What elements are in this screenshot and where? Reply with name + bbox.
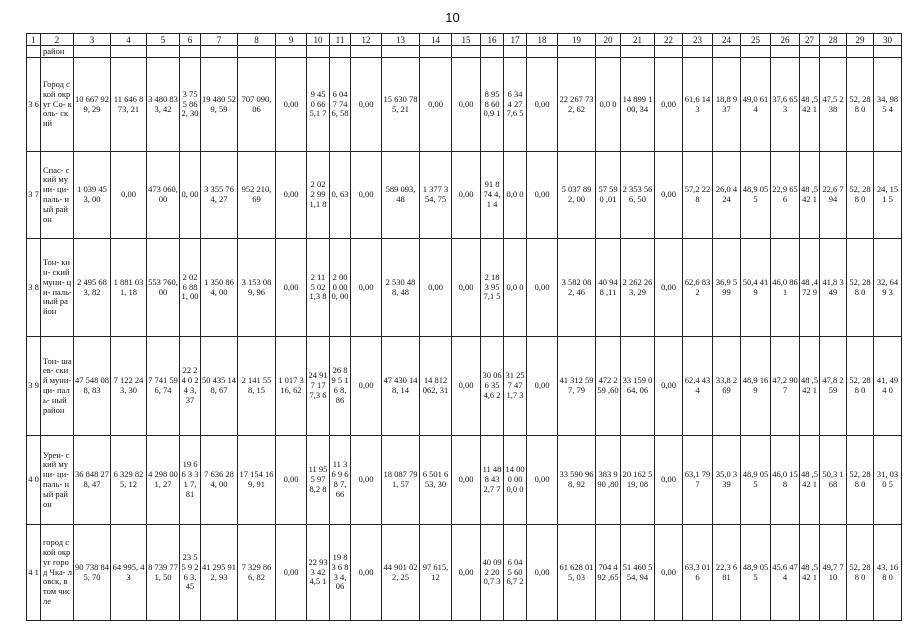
table-cell: 0,00 — [655, 239, 683, 337]
column-number-row — [27, 34, 902, 46]
table-cell: 61 628 015, 03 — [558, 525, 596, 621]
table-cell: 0,00 — [420, 58, 452, 152]
table-cell: 19 83 6 83 4, 06 — [330, 525, 351, 621]
table-cell: 6 329 825, 12 — [111, 436, 147, 525]
table-cell: 37,6 653 — [771, 58, 800, 152]
table-cell: 22 24 0 24 3, 37 — [180, 337, 201, 436]
table-cell: 1 017 316, 62 — [276, 337, 307, 436]
table-cell: 41, 494 0 — [874, 337, 902, 436]
table-cell — [874, 46, 902, 58]
budget-table — [26, 33, 902, 621]
table-cell — [382, 46, 420, 58]
table-cell: 52, 288 0 — [847, 525, 874, 621]
table-cell: 47 430 148, 14 — [382, 337, 420, 436]
column-number: 17 — [504, 34, 527, 46]
table-cell: 0,00 — [655, 58, 683, 152]
table-cell: 0,00 — [527, 337, 558, 436]
table-cell: 3 75 5 86 2, 30 — [180, 58, 201, 152]
table-cell: 20 162 519, 08 — [621, 436, 655, 525]
column-number: 23 — [683, 34, 713, 46]
table-row — [27, 239, 902, 337]
page-number: 10 — [445, 10, 460, 25]
table-cell: 11 36 9 68 7, 66 — [330, 436, 351, 525]
table-cell: 2 18 3 95 7,1 5 — [481, 239, 504, 337]
table-cell: 7 329 866, 82 — [238, 525, 276, 621]
table-cell: 33,8 269 — [713, 337, 741, 436]
table-cell — [683, 46, 713, 58]
table-cell: 3 355 764, 27 — [201, 152, 238, 239]
table-cell: 33 159 064, 06 — [621, 337, 655, 436]
table-cell: 2 11 5 02 1,3 8 — [307, 239, 330, 337]
table-cell — [307, 46, 330, 58]
column-number: 8 — [238, 34, 276, 46]
table-cell: 0,0 0 — [504, 239, 527, 337]
table-cell: 48 ,4 72 9 — [800, 239, 820, 337]
table-cell — [655, 46, 683, 58]
table-cell — [800, 46, 820, 58]
district-name: Город ской округ Со- коль- ский — [41, 58, 74, 152]
table-cell: 48,9 055 — [741, 152, 771, 239]
district-name: Урен- ский муни- ци- паль- ный район — [41, 436, 74, 525]
table-row — [27, 525, 902, 621]
table-cell: 0,00 — [452, 239, 481, 337]
table-cell: 0,00 — [655, 337, 683, 436]
table-cell: 1 881 031, 18 — [111, 239, 147, 337]
table-cell — [330, 46, 351, 58]
table-cell: 1 377 354, 75 — [420, 152, 452, 239]
table-cell — [276, 46, 307, 58]
table-cell — [771, 46, 800, 58]
table-cell: 0,00 — [351, 239, 382, 337]
column-number: 20 — [596, 34, 621, 46]
table-cell: 0,00 — [276, 152, 307, 239]
column-number: 27 — [800, 34, 820, 46]
table-row — [27, 58, 902, 152]
table-cell — [238, 46, 276, 58]
column-number: 1 — [27, 34, 41, 46]
district-name: Спас- ский муни- ци- паль- ный район — [41, 152, 74, 239]
column-number: 21 — [621, 34, 655, 46]
table-cell — [847, 46, 874, 58]
table-cell: 52, 288 0 — [847, 337, 874, 436]
column-number: 6 — [180, 34, 201, 46]
table-cell: 62,4 434 — [683, 337, 713, 436]
table-cell: 0,00 — [527, 58, 558, 152]
table-cell: 18 087 791, 57 — [382, 436, 420, 525]
table-cell: 63,3 016 — [683, 525, 713, 621]
column-number: 16 — [481, 34, 504, 46]
table-cell: 2 02 6 88 1, 00 — [180, 239, 201, 337]
table-cell: 7 636 284, 00 — [201, 436, 238, 525]
table-cell: 22,6 794 — [820, 152, 847, 239]
table-cell: 0,00 — [452, 436, 481, 525]
continuation-label: район — [41, 46, 74, 58]
table-cell: 473 060, 00 — [147, 152, 180, 239]
table-cell: 48 ,5 42 1 — [800, 152, 820, 239]
table-cell: 26,0 424 — [713, 152, 741, 239]
table-cell: 1 350 864, 00 — [201, 239, 238, 337]
table-row — [27, 436, 902, 525]
column-number: 7 — [201, 34, 238, 46]
row-number: 3 7 — [27, 152, 41, 239]
table-cell: 14 00 0 00 0,0 0 — [504, 436, 527, 525]
table-cell: 32, 649 3 — [874, 239, 902, 337]
continuation-row — [27, 46, 902, 58]
table-cell: 0,00 — [276, 239, 307, 337]
table-cell: 50,3 168 — [820, 436, 847, 525]
table-cell: 3 480 833, 42 — [147, 58, 180, 152]
district-name: Тон- кин- ский муни- ци- паль- ный район — [41, 239, 74, 337]
column-number: 25 — [741, 34, 771, 46]
table-cell: 41 295 912, 93 — [201, 525, 238, 621]
table-cell — [27, 46, 41, 58]
column-number: 26 — [771, 34, 800, 46]
table-cell: 0,00 — [655, 525, 683, 621]
table-cell: 3 153 089, 96 — [238, 239, 276, 337]
table-cell: 0,00 — [276, 525, 307, 621]
table-cell: 0,00 — [420, 239, 452, 337]
table-cell — [621, 46, 655, 58]
column-number: 30 — [874, 34, 902, 46]
table-cell: 33 590 968, 92 — [558, 436, 596, 525]
table-cell: 31, 030 5 — [874, 436, 902, 525]
table-cell — [74, 46, 111, 58]
table-cell: 49,0 614 — [741, 58, 771, 152]
table-cell: 46,0 861 — [771, 239, 800, 337]
column-number: 10 — [307, 34, 330, 46]
column-number: 28 — [820, 34, 847, 46]
table-cell: 6 04 5 60 6,7 2 — [504, 525, 527, 621]
column-number: 13 — [382, 34, 420, 46]
table-cell — [596, 46, 621, 58]
table-cell: 17 154 169, 91 — [238, 436, 276, 525]
table-cell — [713, 46, 741, 58]
table-cell: 0,00 — [527, 239, 558, 337]
table-cell: 7 741 596, 74 — [147, 337, 180, 436]
table-cell — [558, 46, 596, 58]
table-cell — [820, 46, 847, 58]
table-cell: 2 530 488, 48 — [382, 239, 420, 337]
table-cell: 48,9 055 — [741, 436, 771, 525]
table-cell: 52, 288 0 — [847, 152, 874, 239]
table-cell: 18,8 937 — [713, 58, 741, 152]
table-cell: 22,9 656 — [771, 152, 800, 239]
table-cell: 0,00 — [351, 525, 382, 621]
table-cell — [504, 46, 527, 58]
table-cell: 0,00 — [527, 152, 558, 239]
table-cell: 8 739 771, 50 — [147, 525, 180, 621]
table-cell: 44 901 022, 25 — [382, 525, 420, 621]
table-row — [27, 337, 902, 436]
table-cell: 0,0 0 — [596, 58, 621, 152]
row-number: 3 6 — [27, 58, 41, 152]
table-cell: 43, 168 0 — [874, 525, 902, 621]
table-cell: 0,00 — [452, 58, 481, 152]
table-cell: 0,00 — [351, 58, 382, 152]
column-number: 9 — [276, 34, 307, 46]
table-cell: 0,00 — [351, 152, 382, 239]
column-number: 18 — [527, 34, 558, 46]
column-number: 24 — [713, 34, 741, 46]
column-number: 4 — [111, 34, 147, 46]
table-cell: 4 298 001, 27 — [147, 436, 180, 525]
table-cell: 24 91 7 17 7,3 6 — [307, 337, 330, 436]
table-row — [27, 152, 902, 239]
table-cell: 36,9 599 — [713, 239, 741, 337]
district-name: Тон- шаев- ский муни- ци- паль- ный район — [41, 337, 74, 436]
table-cell: 90 738 845, 70 — [74, 525, 111, 621]
row-number: 3 9 — [27, 337, 41, 436]
table-cell: 52, 288 0 — [847, 436, 874, 525]
table-cell: 0,00 — [452, 525, 481, 621]
table-cell: 50,4 419 — [741, 239, 771, 337]
table-cell: 2 02 2 99 1,1 8 — [307, 152, 330, 239]
table-cell: 11 48 8 43 2,7 7 — [481, 436, 504, 525]
table-cell: 2 262 263, 29 — [621, 239, 655, 337]
table-cell — [420, 46, 452, 58]
table-cell: 707 090, 06 — [238, 58, 276, 152]
table-cell: 9 45 0 66 5,1 7 — [307, 58, 330, 152]
table-cell — [111, 46, 147, 58]
table-cell: 64 995, 43 — [111, 525, 147, 621]
table-cell: 47 548 088, 83 — [74, 337, 111, 436]
table-cell: 0,00 — [527, 525, 558, 621]
row-number: 3 8 — [27, 239, 41, 337]
table-cell: 48 ,5 42 1 — [800, 337, 820, 436]
table-cell: 46,0 158 — [771, 436, 800, 525]
table-cell: 52, 288 0 — [847, 239, 874, 337]
table-cell — [351, 46, 382, 58]
table-cell: 0,0 0 — [504, 152, 527, 239]
table-cell: 3 582 082, 46 — [558, 239, 596, 337]
table-cell — [741, 46, 771, 58]
table-cell: 50 435 148, 67 — [201, 337, 238, 436]
table-cell: 51 460 554, 94 — [621, 525, 655, 621]
table-cell: 2 495 683, 82 — [74, 239, 111, 337]
table-cell: 0,00 — [111, 152, 147, 239]
table-cell: 2 353 566, 50 — [621, 152, 655, 239]
table-cell: 0,00 — [276, 58, 307, 152]
table-cell: 61,6 143 — [683, 58, 713, 152]
column-number: 22 — [655, 34, 683, 46]
table-cell: 1 039 453, 00 — [74, 152, 111, 239]
table-cell: 6 501 653, 30 — [420, 436, 452, 525]
table-cell: 0, 00 — [180, 152, 201, 239]
table-cell: 48 ,5 42 1 — [800, 436, 820, 525]
table-cell: 2 00 0 00 0, 00 — [330, 239, 351, 337]
column-number: 3 — [74, 34, 111, 46]
table-cell: 0, 63 — [330, 152, 351, 239]
table-cell: 23 55 9 26 3, 45 — [180, 525, 201, 621]
table-cell: 19 66 3 31 7, 81 — [180, 436, 201, 525]
table-cell: 62,6 832 — [683, 239, 713, 337]
table-cell — [452, 46, 481, 58]
table-cell: 47,5 238 — [820, 58, 847, 152]
column-number: 29 — [847, 34, 874, 46]
table-cell: 97 615, 12 — [420, 525, 452, 621]
table-cell: 2 141 558, 15 — [238, 337, 276, 436]
table-cell: 0,00 — [452, 152, 481, 239]
table-cell: 6 34 4 27 7,6 5 — [504, 58, 527, 152]
table-cell: 589 093, 48 — [382, 152, 420, 239]
column-number: 15 — [452, 34, 481, 46]
table-cell: 0,00 — [655, 436, 683, 525]
table-cell: 952 210, 69 — [238, 152, 276, 239]
table-cell: 6 04 7 74 6, 58 — [330, 58, 351, 152]
table-cell: 0,00 — [351, 337, 382, 436]
row-number: 4 1 — [27, 525, 41, 621]
column-number: 5 — [147, 34, 180, 46]
table-cell: 24, 151 5 — [874, 152, 902, 239]
table-cell: 52, 288 0 — [847, 58, 874, 152]
table-cell: 91 8 74 4,1 4 — [481, 152, 504, 239]
table-cell: 0,00 — [276, 436, 307, 525]
district-name: город ской округ город Чка- ловск, в том числе — [41, 525, 74, 621]
column-number: 12 — [351, 34, 382, 46]
table-cell: 22,3 681 — [713, 525, 741, 621]
table-cell: 14 812 062, 31 — [420, 337, 452, 436]
table-cell — [481, 46, 504, 58]
table-cell: 0,00 — [351, 436, 382, 525]
table-cell: 36 848 278, 47 — [74, 436, 111, 525]
table-cell: 48,9 169 — [741, 337, 771, 436]
table-cell: 48 ,5 42 1 — [800, 525, 820, 621]
table-cell: 11 646 873, 21 — [111, 58, 147, 152]
table-cell: 704 492 ,65 — [596, 525, 621, 621]
table-cell — [527, 46, 558, 58]
column-number: 14 — [420, 34, 452, 46]
table-cell: 40 09 2 20 0,7 3 — [481, 525, 504, 621]
table-cell — [201, 46, 238, 58]
table-cell: 41 312 597, 79 — [558, 337, 596, 436]
table-cell: 5 037 892, 00 — [558, 152, 596, 239]
table-cell: 48,9 055 — [741, 525, 771, 621]
table-cell: 0,00 — [452, 337, 481, 436]
table-cell — [180, 46, 201, 58]
table-cell: 553 760, 00 — [147, 239, 180, 337]
table-cell: 57 590 ,01 — [596, 152, 621, 239]
table-cell: 47,8 259 — [820, 337, 847, 436]
table-cell: 31 25 7 47 1,7 3 — [504, 337, 527, 436]
table-cell: 0,00 — [655, 152, 683, 239]
table-cell: 22 267 732, 62 — [558, 58, 596, 152]
table-cell: 45,6 474 — [771, 525, 800, 621]
table-cell: 0,00 — [527, 436, 558, 525]
column-number: 19 — [558, 34, 596, 46]
table-cell: 15 630 785, 21 — [382, 58, 420, 152]
table-cell: 35,0 339 — [713, 436, 741, 525]
table-cell: 57,2 228 — [683, 152, 713, 239]
table-cell: 26 89 5 16 8, 86 — [330, 337, 351, 436]
table-cell: 22 93 3 42 4,5 1 — [307, 525, 330, 621]
table-cell: 63,1 797 — [683, 436, 713, 525]
table-cell: 472 259 ,60 — [596, 337, 621, 436]
table-cell: 383 990 ,80 — [596, 436, 621, 525]
column-number: 2 — [41, 34, 74, 46]
table-cell: 8 95 8 60 0,9 1 — [481, 58, 504, 152]
column-number: 11 — [330, 34, 351, 46]
table-cell: 10 667 929, 29 — [74, 58, 111, 152]
table-cell: 40 948 ,11 — [596, 239, 621, 337]
table-cell: 41,8 349 — [820, 239, 847, 337]
table-cell: 49,7 710 — [820, 525, 847, 621]
table-cell: 47,2 907 — [771, 337, 800, 436]
table-cell: 19 480 529, 59 — [201, 58, 238, 152]
table-cell: 48 ,5 42 1 — [800, 58, 820, 152]
table-cell: 34, 985 4 — [874, 58, 902, 152]
table-cell: 11 95 5 97 8,2 8 — [307, 436, 330, 525]
row-number: 4 0 — [27, 436, 41, 525]
table-cell: 14 899 100, 34 — [621, 58, 655, 152]
table-cell: 30 06 6 35 4,6 2 — [481, 337, 504, 436]
table-cell — [147, 46, 180, 58]
table-cell: 7 122 243, 30 — [111, 337, 147, 436]
